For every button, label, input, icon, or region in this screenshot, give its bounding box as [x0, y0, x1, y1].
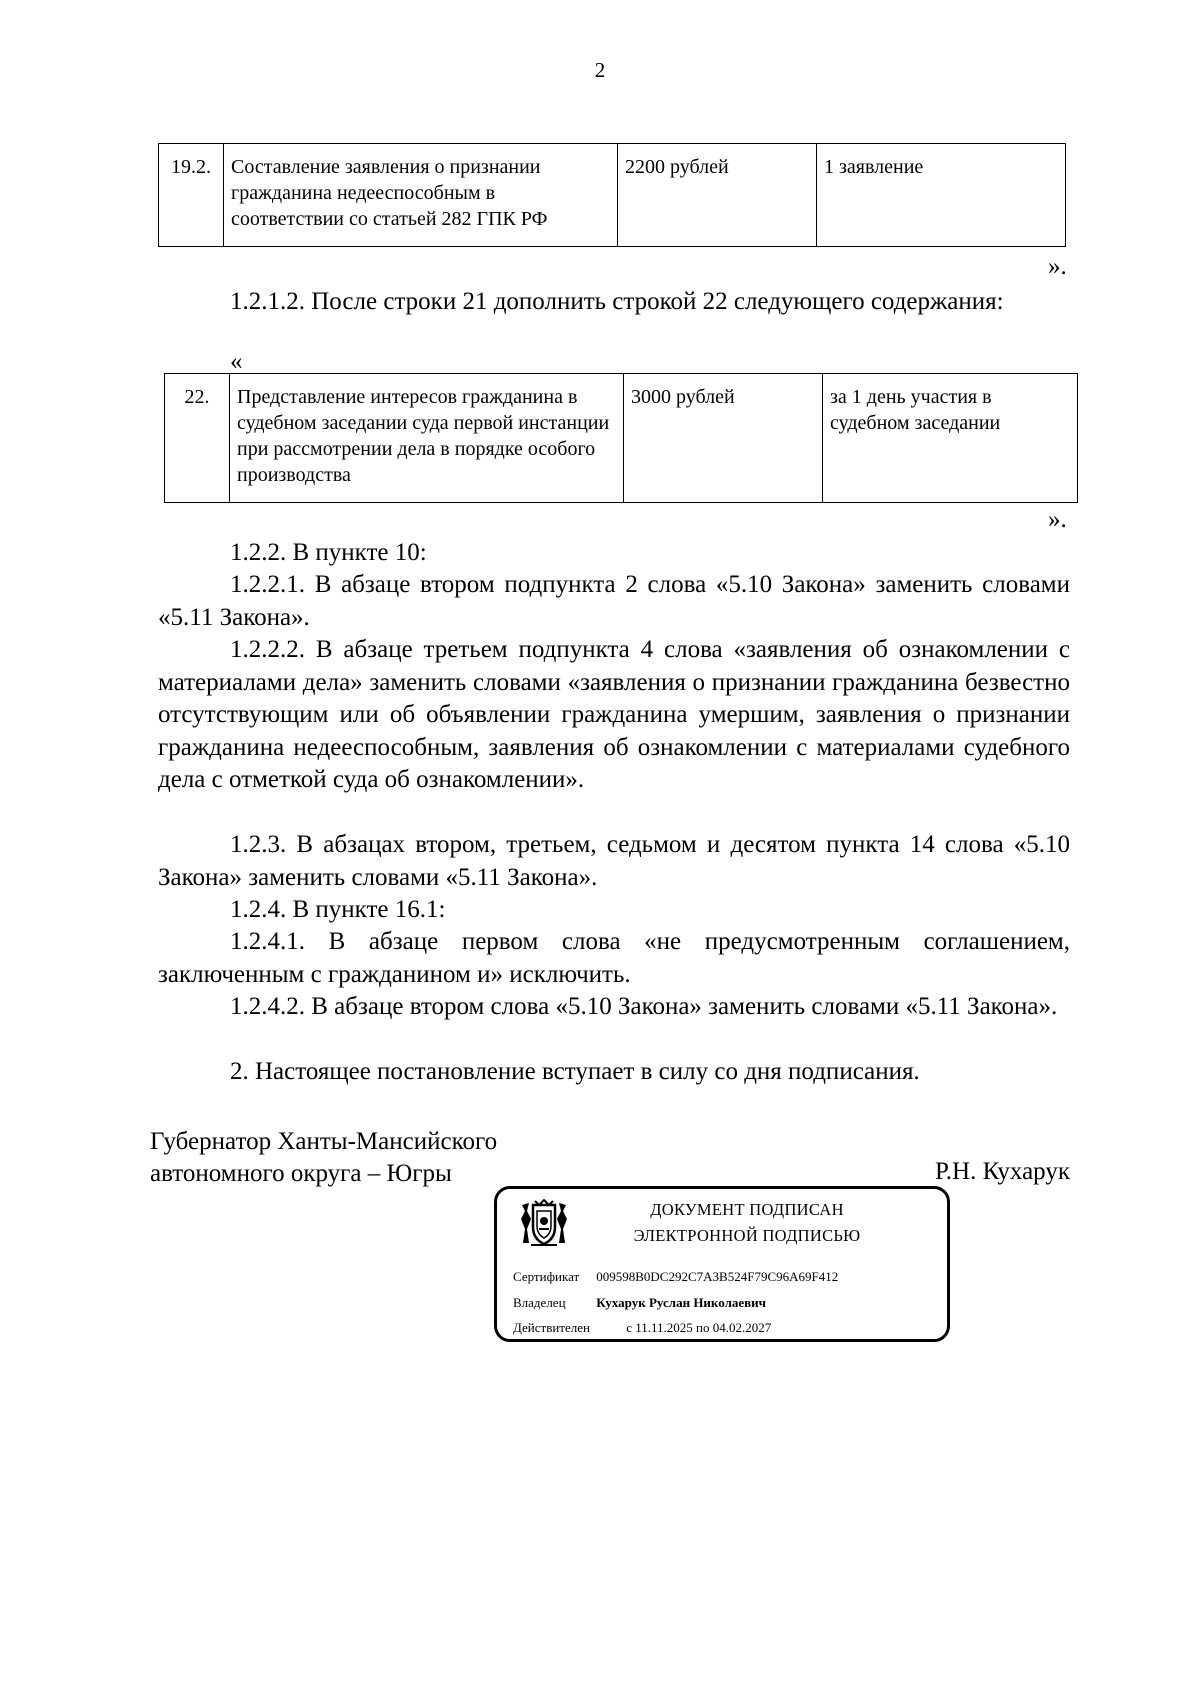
- paragraph-2: 2. Настоящее постановление вступает в силу со дня подписания.: [230, 1058, 920, 1085]
- fee-table-row-19-2: [158, 143, 1066, 247]
- service-unit: за 1 день участия в судебном заседании: [823, 374, 1078, 503]
- closing-quote: ».: [1048, 506, 1067, 533]
- paragraph-1-2-3: 1.2.3. В абзацах втором, третьем, седьмом и десятом пункта 14 слова «5.10 Закона» заменить словами «5.11 Закона».: [158, 831, 1070, 891]
- paragraph-1-2-2-2: 1.2.2.2. В абзаце третьем подпункта 4 слова «заявления об ознакомлении с материалами дела» заменить словами «заявления о признании гражданина безвестно отсутствующим или об объявлении гражданина умершим, заявления о признании гражданина недееспособным, заявления об ознакомлении с материалами судебного дела с отметкой суда об ознакомлении».: [158, 636, 1070, 793]
- electronic-signature-stamp: [494, 1186, 950, 1342]
- stamp-title: [617, 1197, 877, 1249]
- service-description: Составление заявления о признании гражданина недееспособным в соответствии со статьей 282 ГПК РФ: [224, 144, 618, 247]
- paragraph-1-2-4-1: 1.2.4.1. В абзаце первом слова «не предусмотренным соглашением, заключенным с гражданином и» исключить.: [158, 928, 1070, 988]
- closing-quote: ».: [1048, 253, 1067, 280]
- page-number: 2: [594, 58, 606, 82]
- paragraph-1-2-2: 1.2.2. В пункте 10:: [230, 539, 427, 566]
- coat-of-arms-icon: [517, 1199, 571, 1249]
- service-description: Представление интересов гражданина в судебном заседании суда первой инстанции при рассмотрении дела в порядке особого производства: [230, 374, 624, 503]
- owner-label: Владелец: [513, 1295, 566, 1310]
- paragraph-1-2-4-2: 1.2.4.2. В абзаце втором слова «5.10 Закона» заменить словами «5.11 Закона».: [230, 993, 1058, 1020]
- row-number: 22.: [165, 374, 230, 503]
- certificate-label: Сертификат: [513, 1269, 580, 1284]
- signatory-name: Р.Н. Кухарук: [935, 1158, 1070, 1185]
- stamp-owner: [513, 1295, 766, 1311]
- paragraph-1-2-2-1: 1.2.2.1. В абзаце втором подпункта 2 слова «5.10 Закона» заменить словами «5.11 Закона».: [158, 571, 1070, 631]
- certificate-value: 009598B0DC292C7A3B524F79C96A69F412: [596, 1269, 839, 1284]
- service-price: 3000 рублей: [624, 374, 823, 503]
- service-unit: 1 заявление: [817, 144, 1066, 247]
- opening-quote: «: [230, 348, 243, 375]
- paragraph-1-2-4: 1.2.4. В пункте 16.1:: [230, 896, 446, 923]
- paragraph-1-2-1-2: 1.2.1.2. После строки 21 дополнить строкой 22 следующего содержания:: [230, 288, 1004, 315]
- signatory-position-line2: автономного округа – Югры: [150, 1160, 452, 1187]
- stamp-validity: [513, 1320, 771, 1336]
- stamp-title-line1: ДОКУМЕНТ ПОДПИСАН: [650, 1200, 844, 1219]
- signatory-position: [150, 1126, 497, 1190]
- table-row: [159, 144, 1066, 247]
- service-price: 2200 рублей: [618, 144, 817, 247]
- valid-label: Действителен: [513, 1320, 590, 1335]
- valid-value: с 11.11.2025 по 04.02.2027: [626, 1320, 772, 1335]
- stamp-title-line2: ЭЛЕКТРОННОЙ ПОДПИСЬЮ: [633, 1226, 861, 1245]
- stamp-certificate: [513, 1269, 838, 1285]
- table-row: [165, 374, 1078, 503]
- signatory-position-line1: Губернатор Ханты-Мансийского: [150, 1128, 498, 1155]
- fee-table-row-22: [164, 373, 1078, 503]
- row-number: 19.2.: [159, 144, 224, 247]
- owner-value: Кухарук Руслан Николаевич: [596, 1295, 766, 1310]
